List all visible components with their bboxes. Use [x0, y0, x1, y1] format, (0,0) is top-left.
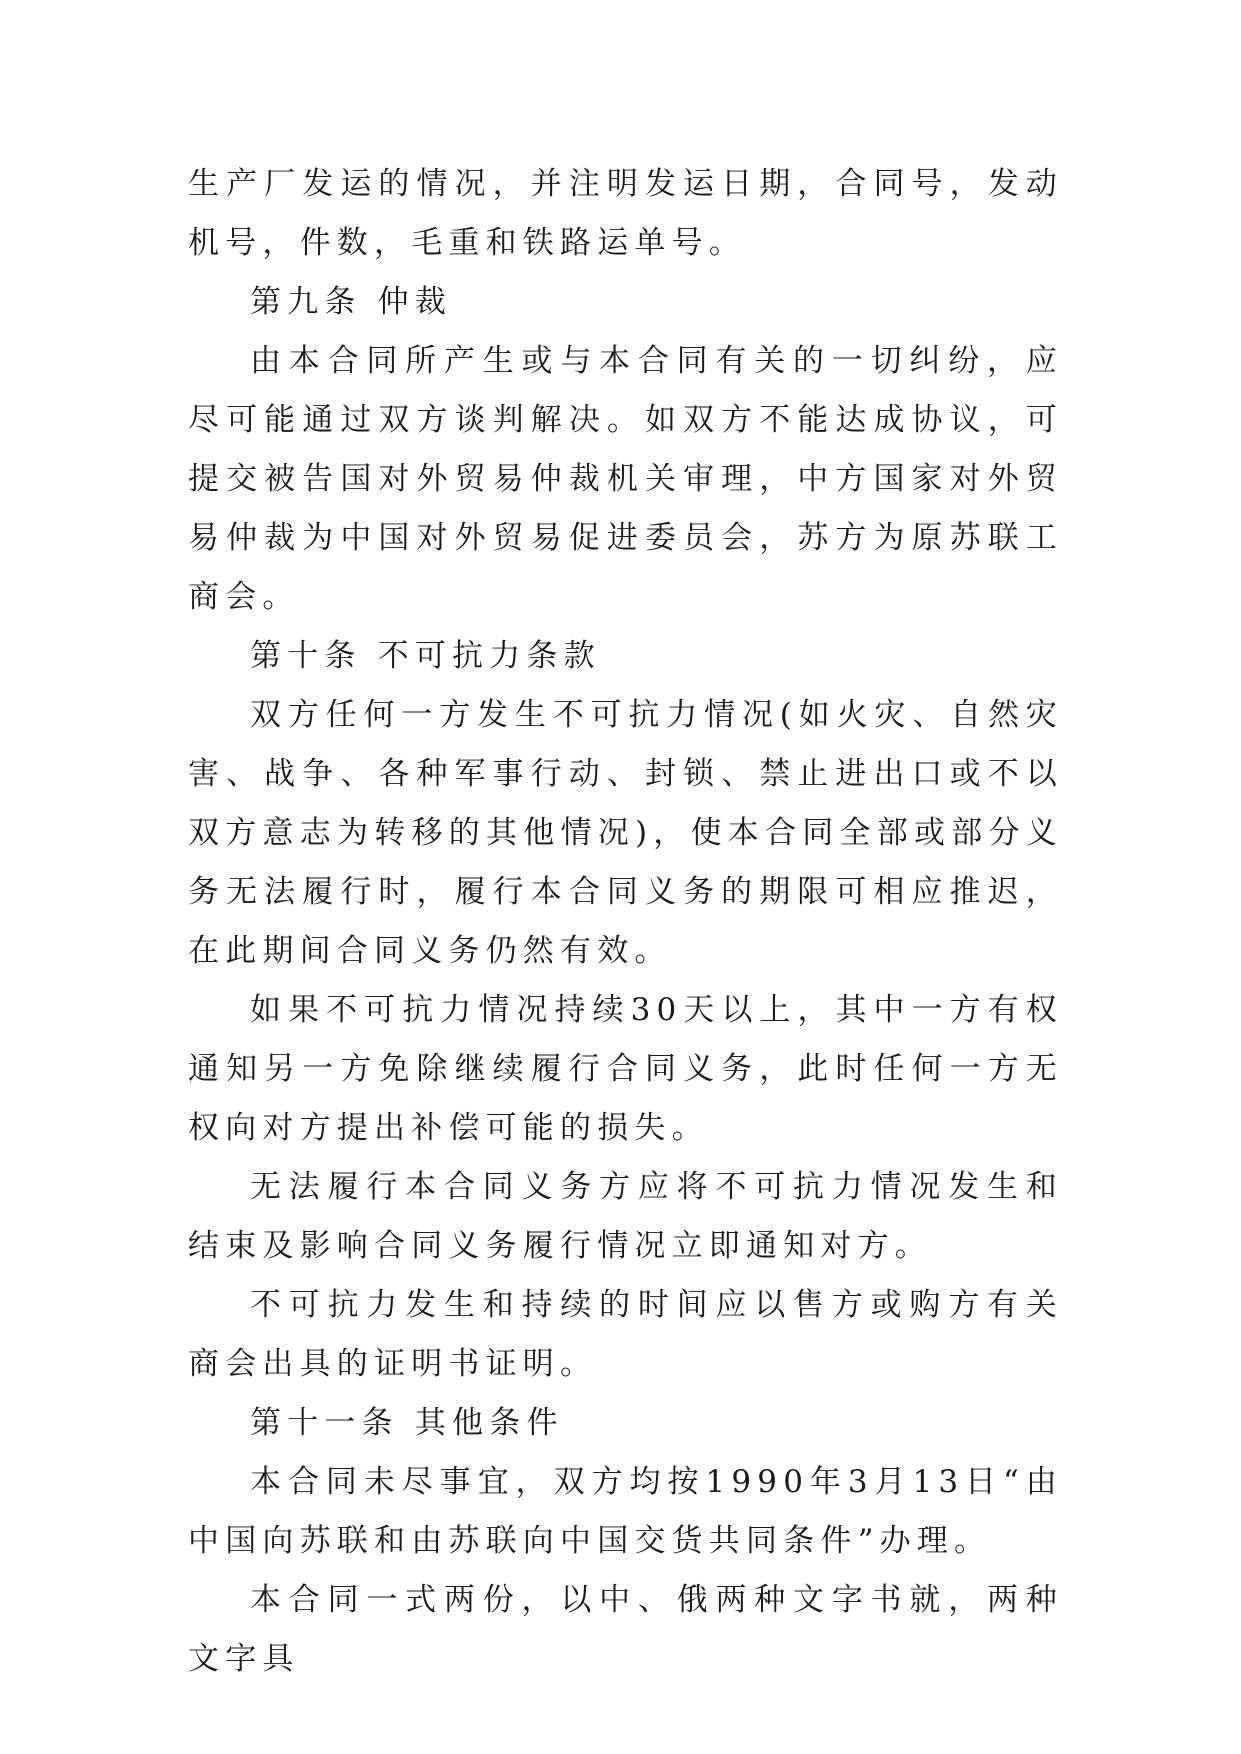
arbitration-paragraph: 由本合同所产生或与本合同有关的一切纠纷，应尽可能通过双方谈判解决。如双方不能达成协议，可提交被告国对外贸易仲裁机关审理，中方国家对外贸易仲裁为中国对外贸易促进委员会，苏方为原苏联工商会。	[188, 343, 1063, 615]
force-majeure-paragraph-3: 无法履行本合同义务方应将不可抗力情况发生和结束及影响合同义务履行情况立即通知对方。	[188, 1169, 1063, 1264]
article-11-heading: 第十一条 其他条件	[250, 1405, 564, 1441]
other-conditions-paragraph: 本合同未尽事宜，双方均按1990年3月13日“由中国向苏联和由苏联向中国交货共同条件”办理。	[188, 1464, 1063, 1559]
force-majeure-paragraph-4: 不可抗力发生和持续的时间应以售方或购方有关商会出具的证明书证明。	[188, 1287, 1063, 1382]
force-majeure-paragraph-2: 如果不可抗力情况持续30天以上，其中一方有权通知另一方免除继续履行合同义务，此时任何一方无权向对方提出补偿可能的损失。	[188, 992, 1063, 1146]
article-9-heading: 第九条 仲裁	[250, 284, 453, 320]
force-majeure-paragraph-1: 双方任何一方发生不可抗力情况(如火灾、自然灾害、战争、各种军事行动、封锁、禁止进出口或不以双方意志为转移的其他情况)，使本合同全部或部分义务无法履行时，履行本合同义务的期限可相应推迟，在此期间合同义务仍然有效。	[188, 697, 1063, 969]
paragraph-continued: 生产厂发运的情况，并注明发运日期，合同号，发动机号，件数，毛重和铁路运单号。	[188, 166, 1063, 261]
article-10-heading: 第十条 不可抗力条款	[250, 638, 601, 674]
contract-body	[188, 155, 1063, 1689]
copies-paragraph: 本合同一式两份，以中、俄两种文字书就，两种文字具	[188, 1582, 1063, 1677]
